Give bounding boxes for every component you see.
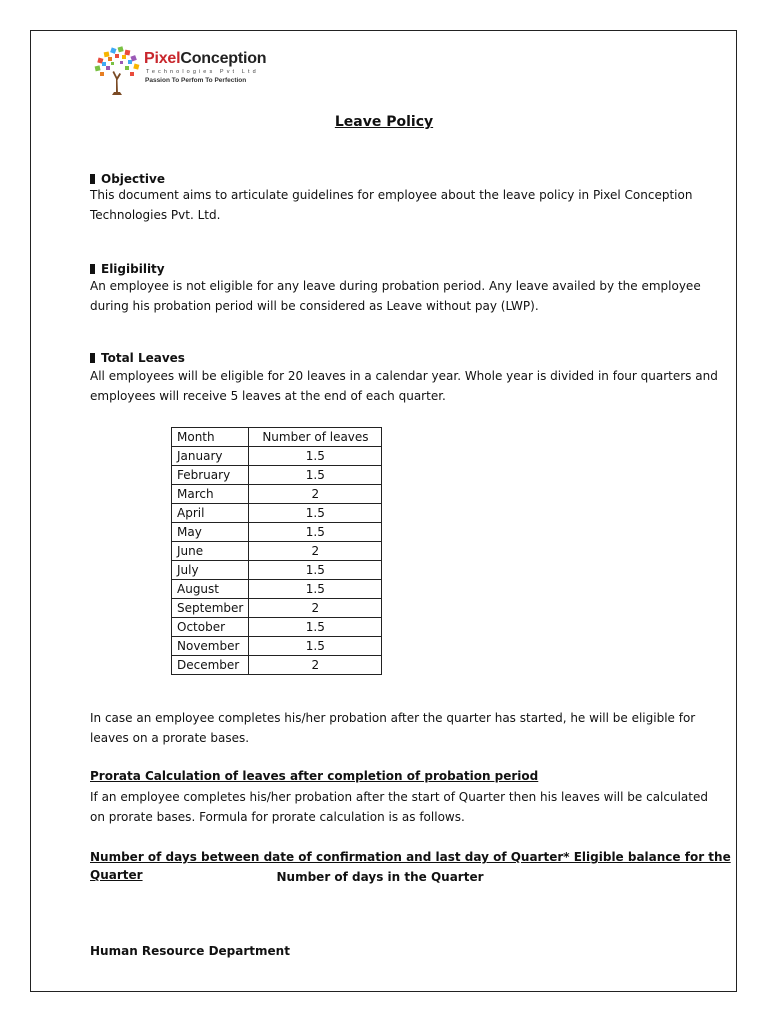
table-cell-month: January [172, 447, 249, 466]
table-row [172, 618, 382, 637]
table-header-leaves: Number of leaves [249, 428, 382, 447]
table-row [172, 542, 382, 561]
table-cell-leaves: 1.5 [249, 637, 382, 656]
section-eligibility-line2: during his probation period will be considered as Leave without pay (LWP). [90, 299, 539, 313]
table-cell-leaves: 1.5 [249, 447, 382, 466]
table-row [172, 580, 382, 599]
section-total-leaves-heading [90, 349, 185, 367]
bullet-square-icon [90, 264, 95, 274]
tree-logo-icon [92, 44, 142, 96]
leave-table [171, 427, 382, 675]
table-row [172, 447, 382, 466]
table-cell-leaves: 2 [249, 599, 382, 618]
footer-department: Human Resource Department [90, 944, 290, 958]
section-eligibility-line1: An employee is not eligible for any leave during probation period. Any leave availed by the employee [90, 279, 701, 293]
formula-numerator: Number of days between date of confirmation and last day of Quarter* Eligible balance for the Quarter [90, 850, 731, 882]
logo-name-part1: Pixel [144, 50, 181, 67]
table-cell-month: October [172, 618, 249, 637]
table-row [172, 485, 382, 504]
table-cell-leaves: 2 [249, 485, 382, 504]
logo-name-part2: Conception [180, 50, 267, 67]
table-row [172, 599, 382, 618]
table-cell-month: April [172, 504, 249, 523]
table-cell-leaves: 2 [249, 542, 382, 561]
table-row [172, 637, 382, 656]
bullet-square-icon [90, 174, 95, 184]
table-cell-leaves: 1.5 [249, 580, 382, 599]
table-cell-month: September [172, 599, 249, 618]
logo-tagline: Passion To Perfom To Perfection [145, 77, 247, 84]
table-row [172, 561, 382, 580]
prorata-line1: If an employee completes his/her probation after the start of Quarter then his leaves will be calculated [90, 790, 708, 804]
table-row [172, 466, 382, 485]
prorata-heading: Prorata Calculation of leaves after completion of probation period [90, 769, 539, 783]
section-objective-line1: This document aims to articulate guidelines for employee about the leave policy in Pixel Conception [90, 188, 693, 202]
table-cell-month: March [172, 485, 249, 504]
logo-wordmark [144, 50, 266, 85]
table-cell-leaves: 1.5 [249, 523, 382, 542]
table-cell-month: May [172, 523, 249, 542]
table-row [172, 523, 382, 542]
probation-note-line2: leaves on a prorate bases. [90, 731, 250, 745]
table-cell-leaves: 2 [249, 656, 382, 675]
probation-note-line1: In case an employee completes his/her probation after the quarter has started, he will be eligible for [90, 711, 696, 725]
section-heading-text: Objective [101, 172, 165, 186]
table-body [172, 447, 382, 675]
formula-denominator: Number of days in the Quarter [276, 870, 484, 884]
table-cell-month: July [172, 561, 249, 580]
section-total-leaves-line2: employees will receive 5 leaves at the end of each quarter. [90, 389, 446, 403]
bullet-square-icon [90, 353, 95, 363]
table-header-month: Month [172, 428, 249, 447]
table-cell-leaves: 1.5 [249, 466, 382, 485]
document-title: Leave Policy [334, 114, 434, 130]
company-logo [92, 44, 292, 96]
table-cell-month: June [172, 542, 249, 561]
section-total-leaves-line1: All employees will be eligible for 20 leaves in a calendar year. Whole year is divided in four quarters and [90, 369, 718, 383]
section-objective-line2: Technologies Pvt. Ltd. [90, 208, 221, 222]
prorata-line2: on prorate bases. Formula for prorate calculation is as follows. [90, 810, 465, 824]
table-cell-month: August [172, 580, 249, 599]
table-cell-month: December [172, 656, 249, 675]
table-cell-month: November [172, 637, 249, 656]
table-row [172, 504, 382, 523]
logo-company-name [144, 50, 266, 68]
table-cell-month: February [172, 466, 249, 485]
section-heading-text: Eligibility [101, 262, 165, 276]
table-header-row [172, 428, 382, 447]
table-cell-leaves: 1.5 [249, 504, 382, 523]
table-cell-leaves: 1.5 [249, 561, 382, 580]
logo-subtitle: Technologies Pvt Ltd [146, 69, 259, 75]
table-row [172, 656, 382, 675]
table-cell-leaves: 1.5 [249, 618, 382, 637]
section-heading-text: Total Leaves [101, 351, 185, 365]
